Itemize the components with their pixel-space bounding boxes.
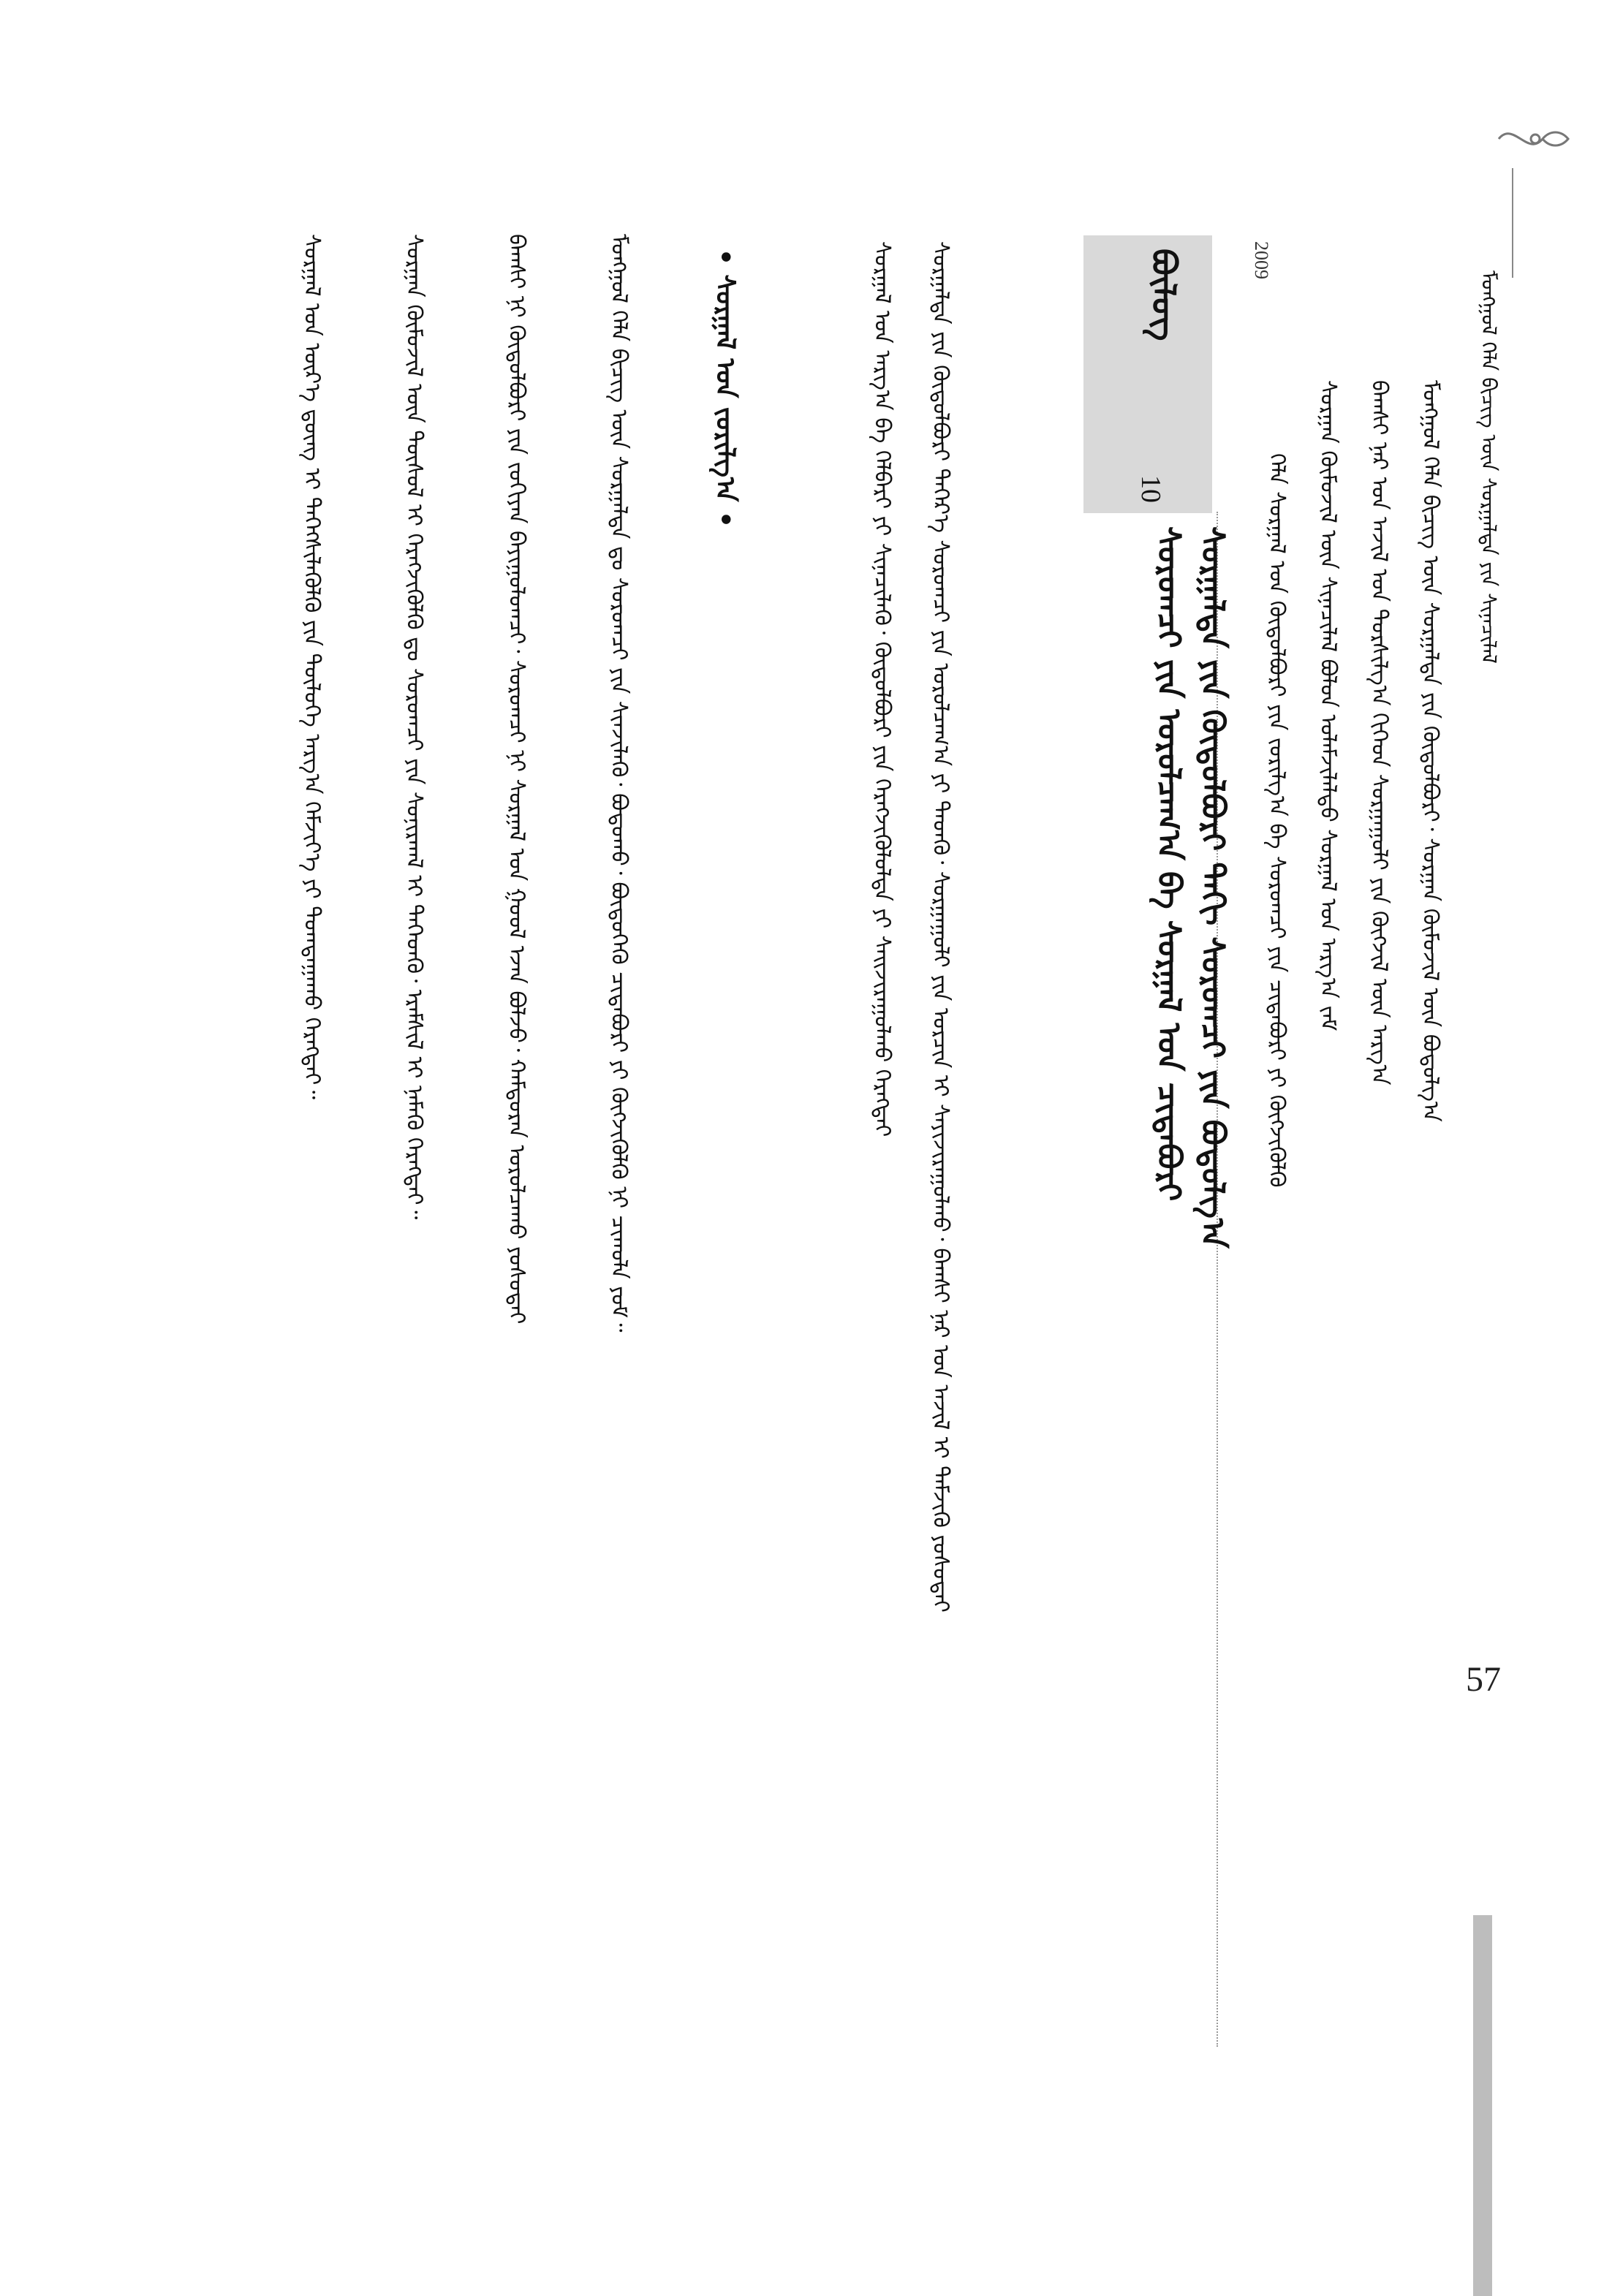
body-line-6: ᠰᠤᠷᠭᠠᠯ ᠤᠨ ᠦᠷ᠎ᠡ ᠳ᠋ᠦᠩ ᠢ ᠳᠡᠭᠡᠭᠰᠢᠯᠡᠭᠦᠯᠬᠦ ᠶᠢᠨ ᠲᠥᠯᠦᠭᠡ ᠠᠷᠭ᠎ᠠ ᠬᠡᠮᠵᠢᠶ᠎ᠡ ᠶᠢ ᠲᠣᠭᠲᠠᠭᠠᠬᠤ ᠬᠡᠷᠡᠭᠲᠡᠢ᠃ xyxy=(299,234,325,1099)
poem-line-1: ᠮᠣᠩᠭᠣᠯ ᠬᠡᠯᠡ ᠪᠢᠴᠢᠭ᠌ ᠦᠨ ᠰᠤᠷᠭᠠᠯᠲᠠ ᠶᠢᠨ ᠬᠥᠲᠥᠯᠪᠦᠷᠢ᠂ ᠰᠤᠷᠭᠠᠨ ᠬᠥᠮᠦᠵᠢᠯ ᠦᠨ ᠪᠣᠳᠣᠯᠭ᠎ᠠ xyxy=(1418,380,1443,1122)
body-line-2: ᠰᠤᠷᠭᠠᠯ ᠤᠨ ᠠᠷᠭ᠎ᠠ ᠪᠠ ᠬᠡᠯᠪᠡᠷᠢ ᠶᠢ ᠰᠢᠨᠡᠴᠢᠯᠡᠬᠦ᠂ ᠬᠥᠲᠥᠯᠪᠦᠷᠢ ᠶᠢᠨ ᠬᠡᠷᠡᠭᠵᠢᠭᠦᠯᠦᠯᠲᠡ ᠶᠢ ᠰᠠᠢᠵᠢᠷᠠᠭᠤᠯᠬᠤ ᠬᠡᠷᠡᠭᠲᠡᠢ xyxy=(869,241,895,1137)
section-label: ᠪᠦᠯᠦᠭ xyxy=(1144,249,1184,341)
section-number: 10 xyxy=(1135,475,1166,503)
body-line-5: ᠰᠤᠷᠭᠠᠨ ᠬᠥᠮᠦᠵᠢᠯ ᠦᠨ ᠲᠥᠰᠦᠯ ᠢ ᠬᠡᠷᠡᠭᠵᠢᠭᠦᠯᠬᠦ ᠳᠤ ᠰᠤᠷᠤᠭᠴᠢ ᠶᠢᠨ ᠰᠣᠨᠢᠷᠬᠠᠯ ᠢ ᠳᠡᠭᠡᠳᠬᠦ᠂ ᠡᠷᠡᠮᠰᠢᠯ ᠢ ᠨᠡᠮᠡᠬᠦ ᠬᠡᠷᠡᠭᠲᠡᠢ᠃ xyxy=(401,234,427,1220)
ornament-flourish xyxy=(1491,117,1579,161)
side-tab-bar xyxy=(1473,1915,1492,2296)
page-number: 57 xyxy=(1466,1660,1501,1699)
body-line-3: ᠮᠣᠩᠭᠣᠯ ᠬᠡᠯᠡ ᠪᠢᠴᠢᠭ᠌ ᠦᠨ ᠰᠤᠷᠭᠠᠯᠲᠠ ᠳᠤ ᠰᠤᠷᠤᠭᠴᠢ ᠶᠢᠨ ᠰᠢᠨᠵᠢᠯᠡᠬᠦ᠂ ᠪᠣᠳᠣᠬᠤ᠂ ᠪᠦᠲᠦᠭᠡᠬᠦ ᠴᠢᠳᠠᠪᠤᠷᠢ ᠶᠢ ᠬᠥᠭᠵᠢᠭᠦᠯᠬᠦ ᠨᠢ ᠴᠢᠬᠤᠯᠠ ᠶᠤᠮ᠃ xyxy=(606,234,632,1333)
poem-line-3: ᠰᠤᠷᠭᠠᠨ ᠬᠦᠮᠦᠵᠢᠯ ᠦᠨ ᠰᠢᠨᠡᠴᠢᠯᠡᠯ ᠪᠣᠯᠤᠨ ᠤᠯᠠᠮᠵᠢᠯᠠᠯᠲᠤ ᠰᠤᠷᠭᠠᠯ ᠤᠨ ᠠᠷᠭ᠎ᠠ ᠵᠠᠮ xyxy=(1315,380,1341,1031)
body-line-1: ᠰᠤᠷᠭᠠᠯᠲᠠ ᠶᠢᠨ ᠬᠥᠲᠥᠯᠪᠦᠷᠢ ᠳᠡᠭᠡᠷ᠎ᠡ ᠰᠤᠷᠤᠭᠴᠢ ᠶᠢᠨ ᠣᠷᠣᠯᠴᠠᠭ᠎ᠠ ᠶᠢ ᠳᠡᠳᠬᠦ᠂ ᠰᠤᠷᠭᠠᠭᠤᠯᠢ ᠶᠢᠨ ᠣᠷᠴᠢᠨ ᠢ ᠰᠠᠶᠢᠵᠢᠷᠠᠭᠤᠯᠬᠤ᠂ ᠪᠠᠭᠰᠢ ᠨᠠᠷ ᠤᠨ ᠠᠵᠢᠯ ᠢ ᠳᠡᠮᠵᠢᠬᠦ ᠶᠣᠰᠣᠲᠠᠢ xyxy=(928,241,953,1613)
section-title-line-2: ᠰᠤᠷᠤᠭᠴᠢ ᠶᠢᠨ ᠣᠷᠣᠯᠴᠠᠭ᠎ᠠ ᠪᠠ ᠰᠤᠷᠭᠠᠯ ᠤᠨ ᠴᠢᠳᠠᠪᠤᠷᠢ xyxy=(1150,526,1187,1202)
section-title-line-1: ᠰᠤᠷᠭᠠᠯᠲᠠ ᠶᠢᠨ ᠬᠥᠲᠥᠯᠪᠦᠷᠢ ᠳᠠᠬᠢ ᠰᠤᠷᠤᠭᠴᠢ ᠶᠢᠨ ᠪᠣᠳᠣᠯᠭ᠎ᠠ xyxy=(1194,526,1231,1249)
poem-line-4: ᠬᠡᠯᠡ ᠰᠤᠷᠭᠠᠯ ᠤᠨ ᠬᠥᠲᠥᠯᠪᠦᠷᠢ ᠶᠢᠨ ᠵᠣᠷᠢᠯᠭ᠎ᠠ ᠪᠠ ᠰᠤᠷᠤᠭᠴᠢ ᠶᠢᠨ ᠴᠢᠳᠠᠪᠤᠷᠢ ᠶᠢ ᠬᠥᠭᠵᠢᠭᠦᠯᠬᠦ xyxy=(1264,453,1290,1188)
header-rule xyxy=(1512,168,1513,278)
year-label: 2009 xyxy=(1251,241,1272,279)
body-line-4: ᠪᠠᠭᠰᠢ ᠨᠢ ᠬᠥᠲᠥᠯᠪᠦᠷᠢ ᠶᠢᠨ ᠵᠣᠬᠢᠶᠠᠨ ᠪᠠᠶᠢᠭᠤᠯᠤᠭᠴᠢ᠂ ᠰᠤᠷᠤᠭᠴᠢ ᠨᠢ ᠰᠤᠷᠭᠠᠯ ᠤᠨ ᠭᠣᠣᠯ ᠡᠵᠡᠨ ᠪᠣᠯᠵᠤ᠂ ᠬᠠᠮᠲᠤᠷᠠᠨ ᠣᠷᠣᠯᠴᠠᠬᠤ ᠶᠣᠰᠣᠲᠠᠢ xyxy=(504,234,529,1325)
running-header: ᠮᠣᠩᠭᠣᠯ ᠬᠡᠯᠡ ᠪᠢᠴᠢᠭ᠌ ᠦᠨ ᠰᠤᠷᠭᠠᠯᠲᠠ ᠶᠢᠨ ᠰᠢᠨᠡᠴᠢᠯᠡᠯ xyxy=(1477,270,1501,664)
poem-line-2: ᠪᠠᠭᠰᠢ ᠨᠠᠷ ᠤᠨ ᠠᠵᠢᠯ ᠤᠨ ᠲᠤᠷᠰᠢᠯᠭ᠎ᠠ ᠬᠢᠭᠡᠳ ᠰᠤᠷᠭᠠᠭᠤᠯᠢ ᠶᠢᠨ ᠬᠥᠭᠵᠢᠯ ᠦᠨ ᠠᠷᠭ᠎ᠠ xyxy=(1366,380,1392,1086)
bullet-heading: • ᠰᠤᠷᠭᠠᠯ ᠤᠨ ᠵᠣᠷᠢᠯᠭ᠎ᠠ • xyxy=(710,249,740,528)
flourish-icon xyxy=(1491,117,1579,161)
